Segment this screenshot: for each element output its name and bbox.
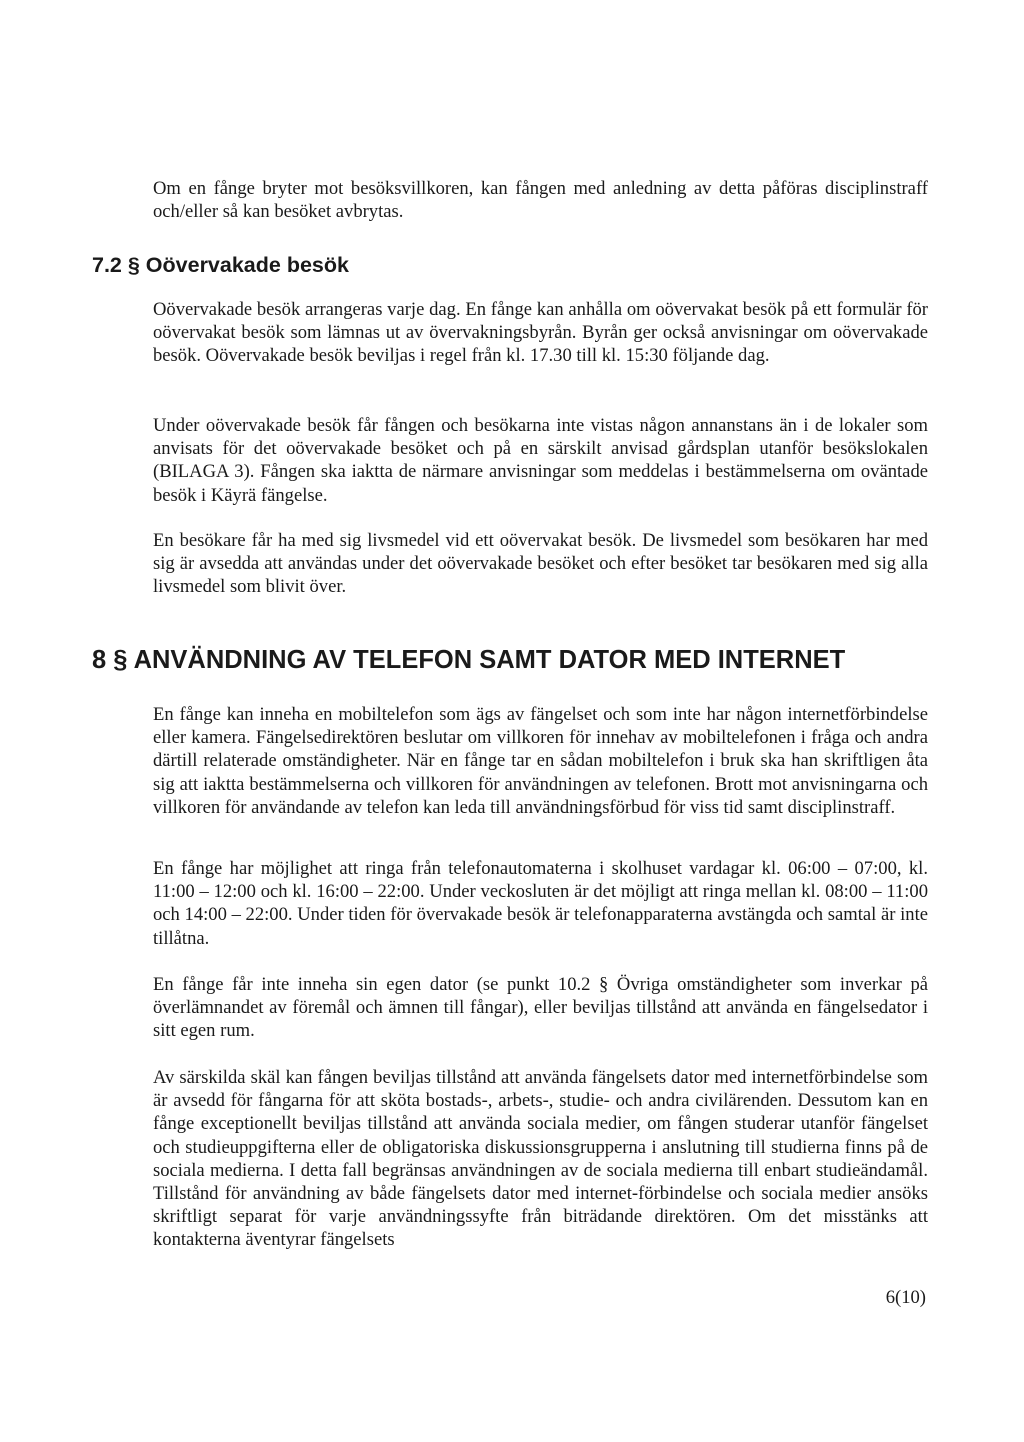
section-8-paragraph-4: Av särskilda skäl kan fången beviljas tillstånd att använda fängelsets dator med internetförbindelse som är avsedd för fångarna för att sköta bostads-, arbets-, studie- och andra civilärenden. Dessutom kan en fånge exceptionellt beviljas tillstånd att använda sociala medier, om fången studerar utanför fängelset och studieuppgifterna eller de obligatoriska diskussionsgrupperna i anslutning till studierna finns på de sociala medierna. I detta fall begränsas användningen av de sociala medierna till enbart studieändamål. Tillstånd för användning av både fängelsets dator med internet-förbindelse och sociala medier ansöks skriftligt separat för varje användningssyfte från biträdande direktören. Om det misstänks att kontakterna äventyrar fängelsets bbox=[153, 1067, 928, 1251]
page-number: 6(10) bbox=[885, 1287, 926, 1308]
section-7-2-paragraph-2: Under oövervakade besök får fången och besökarna inte vistas någon annanstans än i de lokaler som anvisats för det oövervakade besöket och på en särskilt anvisad gårdsplan utanför besökslokalen (BILAGA 3). Fången ska iaktta de närmare anvisningar som meddelas i bestämmelserna om oväntade besök i Käyrä fängelse. bbox=[153, 415, 928, 506]
section-8-paragraph-2: En fånge har möjlighet att ringa från telefonautomaterna i skolhuset vardagar kl. 06:00 – 07:00, kl. 11:00 – 12:00 och kl. 16:00 – 22:00. Under veckosluten är det möjligt att ringa mellan kl. 08:00 – 11:00 och 14:00 – 22:00. Under tiden för övervakade besök är telefonapparaterna avstängda och samtal är inte tillåtna. bbox=[153, 858, 928, 949]
section-8-paragraph-3: En fånge får inte inneha sin egen dator (se punkt 10.2 § Övriga omständigheter som inverkar på överlämnandet av föremål och ämnen till fångar), eller beviljas tillstånd att använda en fängelsedator i sitt egen rum. bbox=[153, 974, 928, 1042]
section-8-heading: 8 § ANVÄNDNING AV TELEFON SAMT DATOR MED INTERNET bbox=[92, 646, 846, 674]
section-7-2-paragraph-3: En besökare får ha med sig livsmedel vid ett oövervakat besök. De livsmedel som besökaren har med sig är avsedda att användas under det oövervakade besöket och efter besöket tar besökaren med sig alla livsmedel som blivit över. bbox=[153, 530, 928, 598]
section-8-paragraph-1: En fånge kan inneha en mobiltelefon som ägs av fängelset och som inte har någon internetförbindelse eller kamera. Fängelsedirektören beslutar om villkoren för innehav av mobiltelefonen i fråga och andra därtill relaterade omständigheter. När en fånge tar en sådan mobiltelefon i bruk ska han skriftligen åta sig att iaktta bestämmelserna och villkoren för användningen av telefonen. Brott mot anvisningarna och villkoren för användande av telefon kan leda till användningsförbud för viss tid samt disciplinstraff. bbox=[153, 704, 928, 818]
section-7-2-paragraph-1: Oövervakade besök arrangeras varje dag. En fånge kan anhålla om oövervakat besök på ett formulär för oövervakat besök som lämnas ut av övervakningsbyrån. Byrån ger också anvisningar om oövervakade besök. Oövervakade besök beviljas i regel från kl. 17.30 till kl. 15:30 följande dag. bbox=[153, 299, 928, 367]
section-7-2-heading: 7.2 § Oövervakade besök bbox=[92, 253, 349, 277]
intro-paragraph: Om en fånge bryter mot besöksvillkoren, kan fången med anledning av detta påföras disciplinstraff och/eller så kan besöket avbrytas. bbox=[153, 178, 928, 223]
